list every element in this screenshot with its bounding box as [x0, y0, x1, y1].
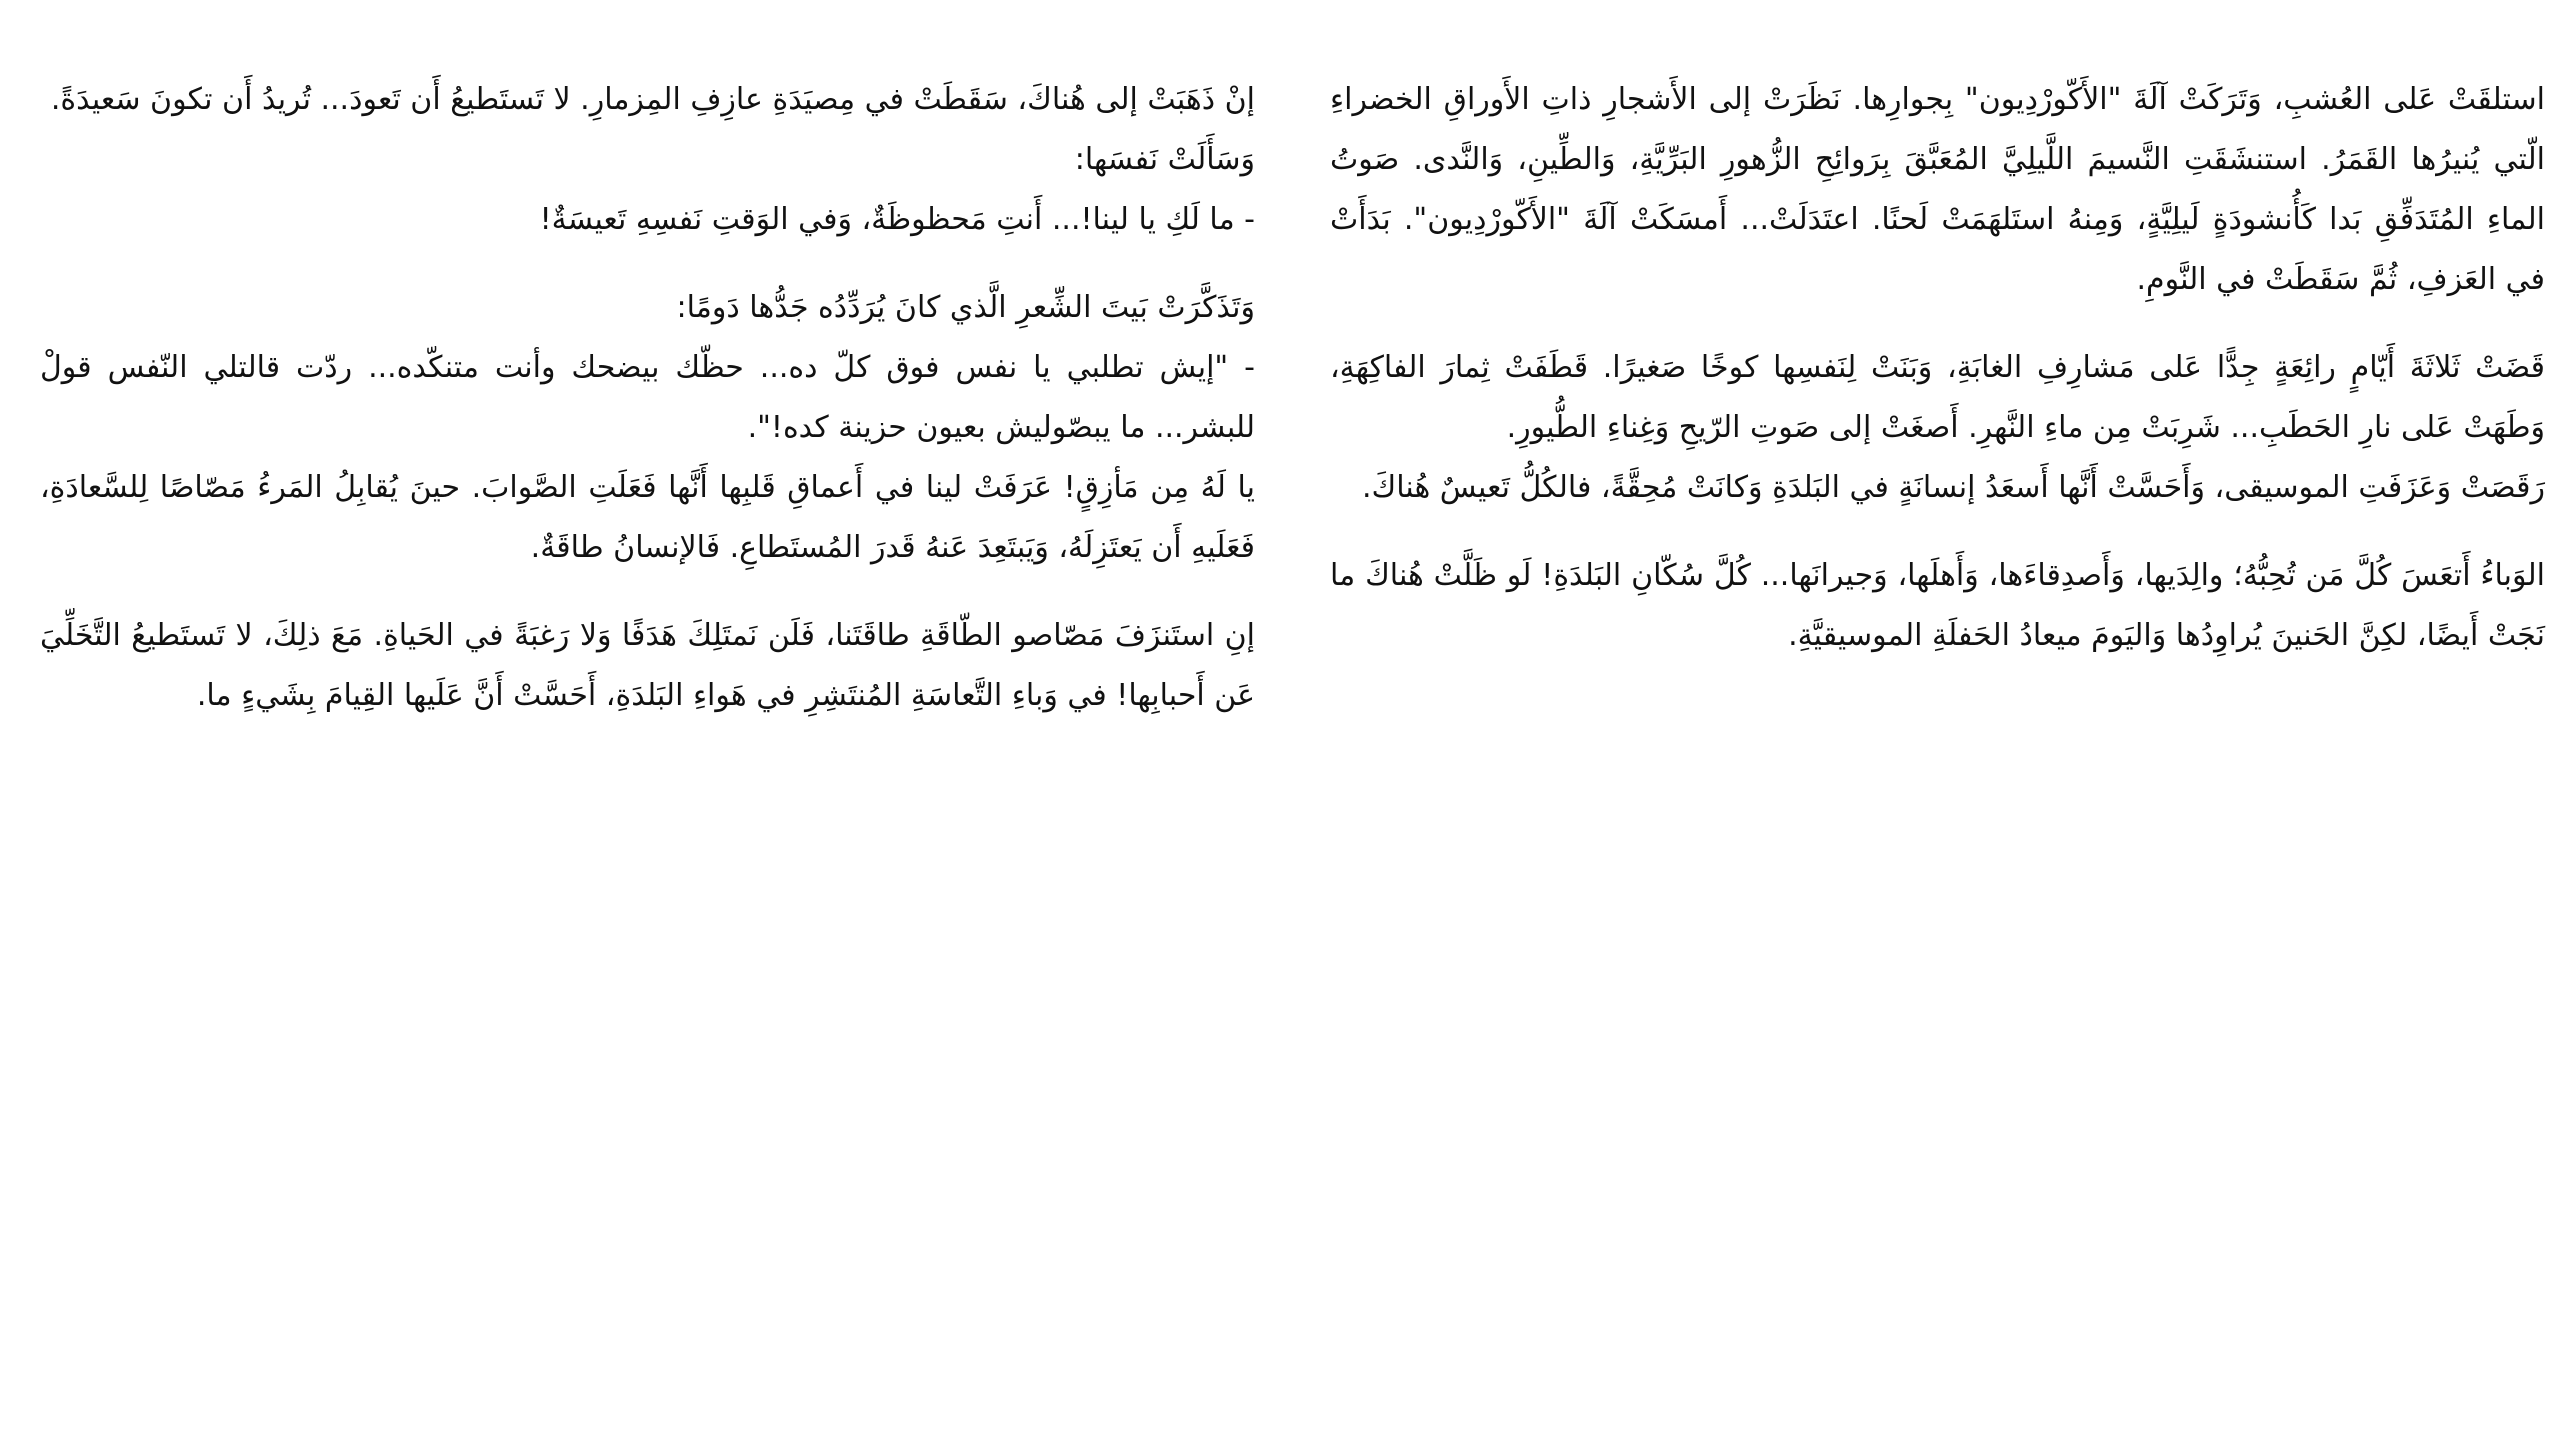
paragraph: قَضَتْ ثَلاثَةَ أَيّامٍ رائِعَةٍ جِدًّا عَلى مَشارِفِ الغابَةِ، وَبَنَتْ لِنَفسِها كوخًا صَغيرًا. قَطَفَتْ ثِمارَ الفاكِهَةِ، وَطَهَتْ عَلى نارِ الحَطَبِ... شَرِبَتْ مِن ماءِ النَّهرِ. أَصغَتْ إلى صَوتِ الرّيحِ وَغِناءِ الطُّيورِ.: [1330, 350, 2545, 445]
paragraph: الوَباءُ أَتعَسَ كُلَّ مَن تُحِبُّهُ؛ والِدَيها، وَأَصدِقاءَها، وَأَهلَها، وَجيرانَها... كُلَّ سُكّانِ البَلدَةِ! لَو ظَلَّتْ هُناكَ ما نَجَتْ أَيضًا، لكِنَّ الحَنينَ يُراوِدُها وَاليَومَ ميعادُ الحَفلَةِ الموسيقيَّةِ.: [1330, 558, 2545, 653]
dialogue-line: - ما لَكِ يا لينا!... أَنتِ مَحظوظَةٌ، وَفي الوَقتِ نَفسِهِ تَعيسَةٌ!: [539, 202, 1255, 237]
paragraph: يا لَهُ مِن مَأزِقٍ! عَرَفَتْ لينا في أَعماقِ قَلبِها أَنَّها فَعَلَتِ الصَّوابَ. حينَ يُقابِلُ المَرءُ مَصّاصًا لِلسَّعادَةِ، فَعَلَيهِ أَن يَعتَزِلَهُ، وَيَبتَعِدَ عَنهُ قَدرَ المُستَطاعِ. فَالإنسانُ طاقَةٌ.: [40, 470, 1255, 565]
paragraph: إنْ ذَهَبَتْ إلى هُناكَ، سَقَطَتْ في مِصيَدَةِ عازِفِ المِزمارِ. لا تَستَطيعُ أَن تَعودَ... تُريدُ أَن تكونَ سَعيدَةً.: [50, 82, 1255, 117]
paragraph: وَسَأَلَتْ نَفسَها:: [1074, 142, 1255, 177]
paragraph: إنِ استَنزَفَ مَصّاصو الطّاقَةِ طاقَتَنا، فَلَن نَمتَلِكَ هَدَفًا وَلا رَغبَةً في الحَياةِ. مَعَ ذلِكَ، لا تَستَطيعُ التَّخَلِّيَ عَن أَحبابِها! في وَباءِ التَّعاسَةِ المُنتَشِرِ في هَواءِ البَلدَةِ، أَحَسَّتْ أَنَّ عَلَيها القِيامَ بِشَيءٍ ما.: [40, 618, 1255, 713]
poem-quote: - "إيش تطلبي يا نفس فوق كلّ ده... حظّك بيضحك وأنت متنكّده... ردّت قالتلي النّفس قولْ للبشر... ما يبصّوليش بعيون حزينة كده!".: [40, 350, 1255, 445]
paragraph: وَتَذَكَّرَتْ بَيتَ الشِّعرِ الَّذي كانَ يُرَدِّدُه جَدُّها دَومًا:: [676, 290, 1255, 325]
paragraph: استلقَتْ عَلى العُشبِ، وَتَرَكَتْ آلَةَ "الأَكّورْدِيون" بِجوارِها. نَظَرَتْ إلى الأَشجارِ ذاتِ الأَوراقِ الخضراءِ الّتي يُنيرُها القَمَرُ. استنشَقَتِ النَّسيمَ اللَّيلِيَّ المُعَبَّقَ بِرَوائِحِ الزُّهورِ البَرِّيَّةِ، وَالطِّينِ، وَالنَّدى. صَوتُ الماءِ المُتَدَفِّقِ بَدا كَأُنشودَةٍ لَيلِيَّةٍ، وَمِنهُ استَلهَمَتْ لَحنًا. اعتَدَلَتْ... أَمسَكَتْ آلَةَ "الأَكّورْدِيون". بَدَأَتْ في العَزفِ، ثُمَّ سَقَطَتْ في النَّومِ.: [1330, 82, 2545, 297]
left-text-column: [40, 70, 1255, 726]
paragraph: رَقَصَتْ وَعَزَفَتِ الموسيقى، وَأَحَسَّتْ أَنَّها أَسعَدُ إنسانَةٍ في البَلدَةِ وَكانَتْ مُحِقَّةً، فالكُلُّ تَعيسٌ هُناكَ.: [1361, 470, 2545, 505]
right-text-column: [1330, 70, 2545, 666]
